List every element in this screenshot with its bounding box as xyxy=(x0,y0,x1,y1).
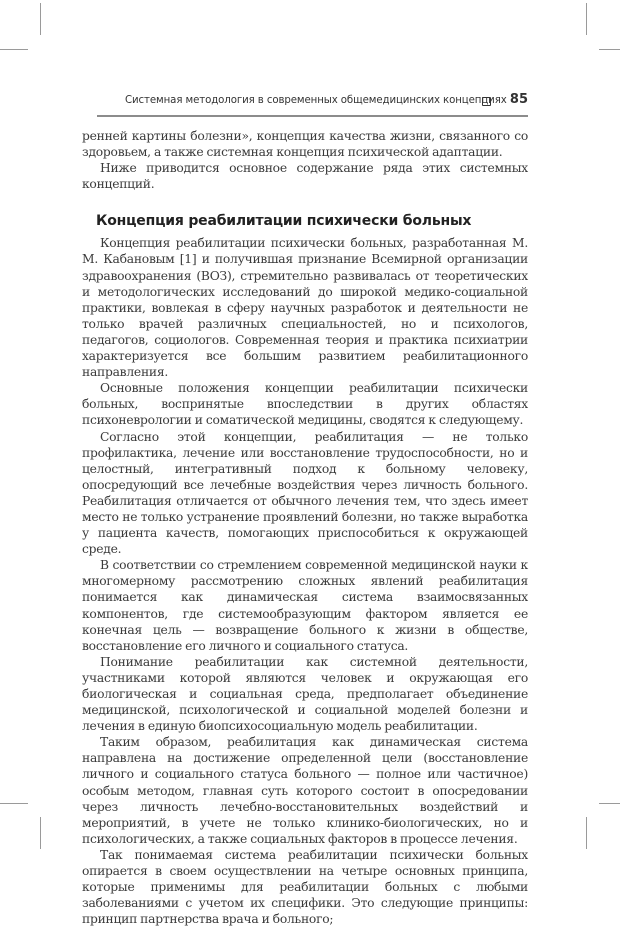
crop-mark xyxy=(599,49,620,50)
paragraph: Ниже приводится основное содержание ряда этих системных концепций. xyxy=(82,161,528,192)
crop-mark xyxy=(586,3,587,35)
paragraph: Согласно этой концепции, реабилитация — не только профилактика, лечение или восстановление трудоспособности, но и целостный, интегративный подход к больному человеку, опосредующий все лечебные воздействия через личность больного. Реабилитация отличается от обычного лечения тем, что здесь имеет место не только устранение проявлений болезни, но также выработка у пациента качеств, помогающих приспособиться к окружающей среде. xyxy=(82,429,528,557)
section-heading: Концепция реабилитации психически больных xyxy=(96,213,472,230)
crop-mark xyxy=(599,803,620,804)
paragraph: ренней картины болезни», концепция качества жизни, связанного со здоровьем, а также системная концепция психической адаптации. xyxy=(82,129,528,160)
paragraph: Понимание реабилитации как системной деятельности, участниками которой являются человек и окружающая его биологическая и социальная среда, предполагает объединение медицинской, психологической и социальной моделей болезни и лечения в единую биопсихосоциальную модель реабилитации. xyxy=(82,654,528,734)
paragraph: Таким образом, реабилитация как динамическая система направлена на достижение определенной цели (восстановление личного и социального статуса больного — полное или частичное) особым методом, главная суть которого состоит в опосредовании через личность лечебно-восстановительных воздействий и мероприятий, в учете не только клинико-биологических, но и психологических, а также социальных факторов в процессе лечения. xyxy=(82,735,528,846)
paragraph: Основные положения концепции реабилитации психически больных, воспринятые впоследствии в других областях психоневрологии и соматической медицины, сводятся к следующему. xyxy=(82,381,528,428)
running-header xyxy=(97,91,528,117)
crop-mark xyxy=(0,803,28,804)
crop-mark xyxy=(0,49,28,50)
page-number: 85 xyxy=(509,92,528,107)
crop-mark xyxy=(40,817,41,849)
paragraph: Концепция реабилитации психически больных, разработанная М. М. Кабановым [1] и получившая признание Всемирной организации здравоохранения (ВОЗ), стремительно развивалась от теоретических и методологических исследований до широкой медико-социальной практики, вовлекая в сферу научных разработок и деятельности не только врачей различных специальностей, но и психологов, педагогов, социологов. Современная теория и практика психиатрии характеризуется все большим развитием реабилитационного направления. xyxy=(82,236,528,380)
paragraph: В соответствии со стремлением современной медицинской науки к многомерному рассмотрению сложных явлений реабилитация понимается как динамическая система взаимосвязанных компонентов, где системообразующим фактором является ее конечная цель — возвращение больного к жизни в обществе, восстановление его личного и социального статуса. xyxy=(82,558,528,653)
running-title: Системная методология в современных общемедицинских концепциях xyxy=(125,95,507,106)
paragraph: Так понимаемая система реабилитации психически больных опирается в своем осуществлении на четыре основных принципа, которые применимы для реабилитации больных с любыми заболеваниями с учетом их специфики. Это следующие принципы: принцип партнерства врача и больного; xyxy=(82,847,528,927)
crop-mark xyxy=(586,817,587,849)
crop-mark xyxy=(40,3,41,35)
square-bullet-icon xyxy=(482,97,491,106)
page-body xyxy=(82,128,528,927)
